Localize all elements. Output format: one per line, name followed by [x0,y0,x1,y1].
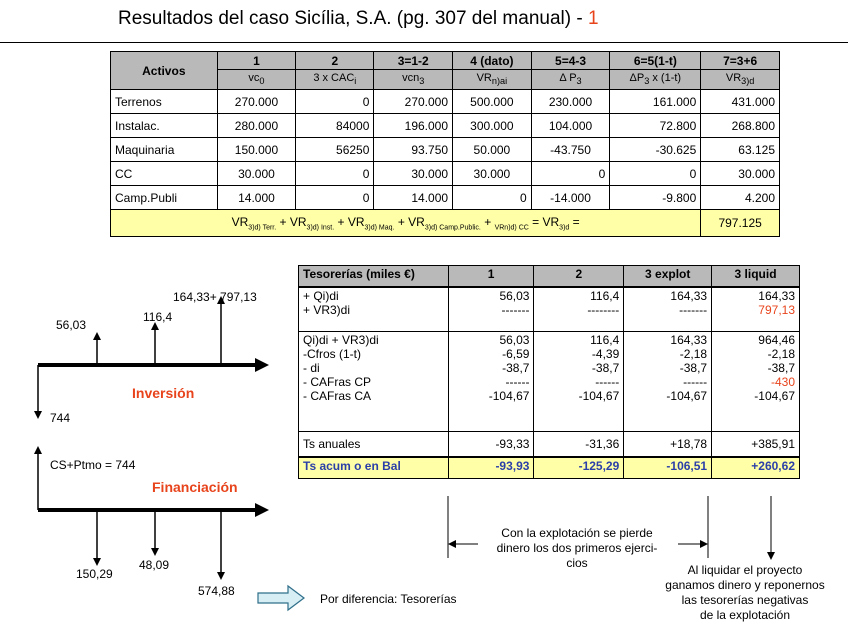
cell: 431.000 [701,90,780,114]
row-label: Maquinaria [111,138,218,162]
row-label: Qi)di + VR3)di [303,332,379,347]
cell: 0 [610,162,701,186]
cell: -106,51 [624,457,712,479]
fin-value-1: 150,29 [76,567,113,581]
treasury-header-label: Tesorerías (miles €) [299,266,449,288]
cell: 4.200 [701,186,780,210]
cell: 164,33 [670,289,708,303]
row-label: Ts acum o en Bal [299,457,449,479]
cell: -104,67 [754,388,795,403]
por-diferencia-arrow [258,586,304,610]
cell: 0 [296,90,374,114]
col-num-2: 2 [296,52,374,70]
col-num-3: 3=1-2 [374,52,453,70]
cell: ------- [501,303,530,317]
cell: 161.000 [610,90,701,114]
inv-value-neg: 744 [50,411,71,425]
cell: 280.000 [217,114,296,138]
cell: +385,91 [712,431,800,457]
row-label: Ts anuales [299,431,449,457]
cell: -430 [770,374,795,389]
cell: -104,67 [666,388,708,403]
treasury-header-4: 3 liquid [712,266,800,288]
fin-top-label: CS+Ptmo = 744 [50,458,136,472]
cell: 30.000 [217,162,296,186]
row-label: + Qi)di [303,289,339,303]
cell: 164,33 [758,289,795,303]
cell: ------ [505,374,530,389]
cell: 230.000 [531,90,610,114]
cell: 797,13 [758,303,795,317]
row-label: Instalac. [111,114,218,138]
cell: 116,4 [590,332,620,347]
cell: -14.000 [531,186,610,210]
cell: ------ [595,374,620,389]
cell: 500.000 [453,90,532,114]
cell: 0 [296,186,374,210]
treasury-header-2: 2 [534,266,624,288]
por-diferencia-label: Por diferencia: Tesorerías [320,592,457,606]
cell: -6,59 [502,346,530,361]
cell: -------- [587,303,620,317]
inv-value-2: 116,4 [143,310,173,324]
cell: -38,7 [502,360,530,375]
cell: 270.000 [374,90,453,114]
cell: 0 [531,162,610,186]
cell: +18,78 [624,431,712,457]
row-label: CC [111,162,218,186]
note-liquidacion: Al liquidar el proyecto ganamos dinero y reponernos las tesorerías negativas de la explotación [665,563,825,622]
cell: -104,67 [578,388,620,403]
cell: 116,4 [590,289,620,303]
cell: -125,29 [534,457,624,479]
fin-value-3: 574,88 [198,584,235,598]
inversion-label: Inversión [132,385,195,401]
col-num-7: 7=3+6 [701,52,780,70]
fin-value-2: 48,09 [139,558,170,572]
col-num-1: 1 [217,52,296,70]
cell: 30.000 [701,162,780,186]
cell: 104.000 [531,114,610,138]
cell: 196.000 [374,114,453,138]
row-label: + VR3)di [303,303,351,317]
financiacion-label: Financiación [152,479,238,495]
inv-value-3: 164,33+ 797,13 [173,290,257,304]
inv-value-1: 56,03 [56,318,87,332]
cell: 0 [296,162,374,186]
cell: -30.625 [610,138,701,162]
cell: -38,7 [767,360,795,375]
row-label: Terrenos [111,90,218,114]
cell: -93,93 [448,457,534,479]
cell: ------- [679,303,708,317]
cell: 50.000 [453,138,532,162]
cell: 56,03 [499,289,530,303]
cell: 93.750 [374,138,453,162]
cell: 30.000 [453,162,532,186]
cell: -4,39 [591,346,620,361]
cell: 56250 [296,138,374,162]
sum-formula: $VR_{3)d) Terr.} + VR_{3)d) Inst.} + VR_{3)d) Maq.} + VR_{3)d) Camp.Public.} + _{VRn)d) CC} = VR_{3)d}$ = [111,210,701,237]
page-number: 1 [587,8,599,29]
col-sub-2: 3 x $CAC_i$ [296,70,374,90]
row-label: - CAFras CA [303,388,372,403]
cell: -43.750 [531,138,610,162]
cell: +260,62 [712,457,800,479]
cell: -38,7 [679,360,708,375]
cell: -93,33 [448,431,534,457]
cell: 150.000 [217,138,296,162]
col-sub-6: $\Delta P_3$ x (1-t) [610,70,701,90]
cell: ------ [683,374,708,389]
activos-header: Activos [111,52,218,90]
row-label: - CAFras CP [303,374,372,389]
col-sub-1: $vc_0$ [217,70,296,90]
treasury-header-3: 3 explot [624,266,712,288]
cell: -104,67 [488,388,530,403]
row-label: - di [303,360,320,375]
row-label: Camp.Publi [111,186,218,210]
cell: 14.000 [374,186,453,210]
cell: 164,33 [670,332,708,347]
col-sub-7: $VR_{3)d}$ [701,70,780,90]
col-sub-3: vcn$_3$ [374,70,453,90]
cell: 964,46 [758,332,795,347]
cell: 56,03 [499,332,530,347]
cell: 63.125 [701,138,780,162]
col-num-4: 4 (dato) [453,52,532,70]
page-title: Resultados del caso Sicília, S.A. (pg. 307 del manual) - 1 [118,8,599,29]
col-sub-5: Δ $P_3$ [531,70,610,90]
col-num-5: 5=4-3 [531,52,610,70]
cell: 84000 [296,114,374,138]
cell: 270.000 [217,90,296,114]
cell: -2,18 [679,346,708,361]
cell: 30.000 [374,162,453,186]
sum-total: 797.125 [701,210,780,237]
cell: -31,36 [534,431,624,457]
cell: 300.000 [453,114,532,138]
row-label: -Cfros (1-t) [303,346,361,361]
col-num-6: 6=5(1-t) [610,52,701,70]
col-sub-4: $VR_{n)ai}$ [453,70,532,90]
cell: 0 [453,186,532,210]
cell: 14.000 [217,186,296,210]
cell: 72.800 [610,114,701,138]
cell: -38,7 [591,360,620,375]
cell: -9.800 [610,186,701,210]
cell: -2,18 [767,346,795,361]
note-explotacion: Con la explotación se pierde dinero los dos primeros ejerci- cios [496,526,658,570]
cell: 268.800 [701,114,780,138]
treasury-header-1: 1 [448,266,534,288]
